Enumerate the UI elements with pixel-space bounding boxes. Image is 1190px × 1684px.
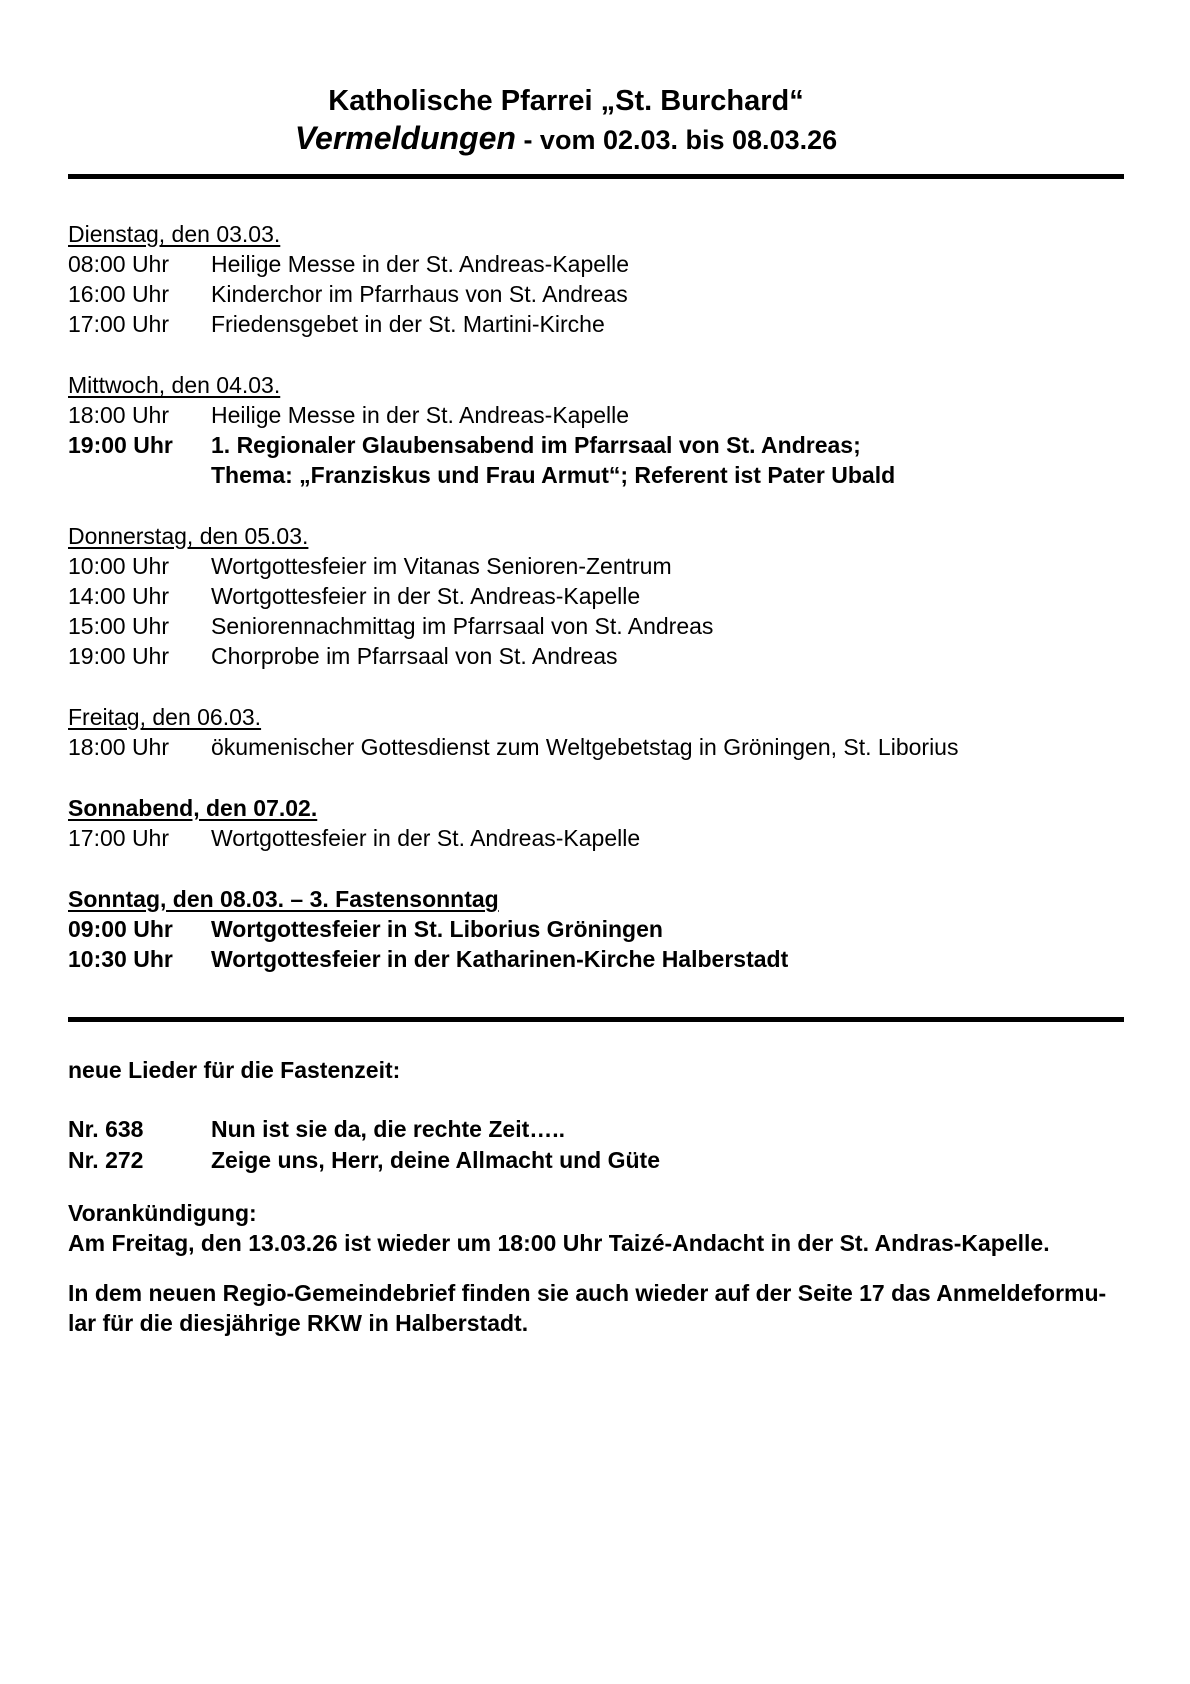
event-desc: ökumenischer Gottesdienst zum Weltgebetstag in Gröningen, St. Liborius xyxy=(211,734,959,760)
event-desc: Friedensgebet in der St. Martini-Kirche xyxy=(211,311,605,337)
event-time: 08:00 Uhr xyxy=(68,251,170,277)
bulletin-header xyxy=(68,84,1124,179)
day-heading: Sonntag, den 08.03. – 3. Fastensonntag xyxy=(68,886,499,912)
songs-intro: neue Lieder für die Fastenzeit: xyxy=(68,1057,401,1083)
song-row xyxy=(68,1145,1124,1176)
subtitle-date-range: - vom 02.03. bis 08.03.26 xyxy=(515,125,838,155)
event-row xyxy=(68,914,1124,944)
event-row xyxy=(68,641,1124,671)
event-row xyxy=(68,611,1124,641)
event-time: 18:00 Uhr xyxy=(68,402,170,428)
announcement-taize: Am Freitag, den 13.03.26 ist wieder um 18:00 Uhr Taizé-Andacht in der St. Andras-Kapelle. xyxy=(68,1230,1050,1256)
event-desc: Heilige Messe in der St. Andreas-Kapelle xyxy=(211,402,630,428)
song-list xyxy=(68,1114,1124,1176)
weekly-schedule xyxy=(68,219,1124,974)
day-section-donnerstag xyxy=(68,521,1124,671)
event-time: 10:30 Uhr xyxy=(68,946,173,972)
event-desc: Heilige Messe in der St. Andreas-Kapelle xyxy=(211,251,630,277)
event-row xyxy=(68,309,1124,339)
event-desc: Kinderchor im Pfarrhaus von St. Andreas xyxy=(211,281,628,307)
event-time: 19:00 Uhr xyxy=(68,432,173,458)
event-row xyxy=(68,551,1124,581)
event-desc: Wortgottesfeier im Vitanas Senioren-Zentrum xyxy=(211,553,672,579)
day-heading: Freitag, den 06.03. xyxy=(68,704,262,730)
event-desc: Seniorennachmittag im Pfarrsaal von St. Andreas xyxy=(211,613,714,639)
day-heading: Sonnabend, den 07.02. xyxy=(68,795,318,821)
announcements-section xyxy=(68,1198,1124,1338)
schedule-end-divider-rule xyxy=(68,1017,1124,1022)
event-row xyxy=(68,430,1124,460)
page-subtitle xyxy=(68,118,1064,165)
event-row xyxy=(68,732,1124,762)
event-time-empty xyxy=(68,460,211,490)
event-row xyxy=(68,400,1124,430)
event-time: 10:00 Uhr xyxy=(68,553,170,579)
event-desc: 1. Regionaler Glaubensabend im Pfarrsaal von St. Andreas; xyxy=(211,432,861,458)
event-desc: Chorprobe im Pfarrsaal von St. Andreas xyxy=(211,643,618,669)
day-heading: Donnerstag, den 05.03. xyxy=(68,523,309,549)
event-time: 17:00 Uhr xyxy=(68,825,170,851)
header-divider-rule xyxy=(68,174,1124,179)
event-row-continuation xyxy=(68,460,1124,490)
announcement-rkw-line1: In dem neuen Regio-Gemeindebrief finden sie auch wieder auf der Seite 17 das Anmeldeformu- xyxy=(68,1280,1107,1306)
event-time: 14:00 Uhr xyxy=(68,583,170,609)
day-section-freitag xyxy=(68,702,1124,762)
event-row xyxy=(68,279,1124,309)
event-row xyxy=(68,581,1124,611)
song-row xyxy=(68,1114,1124,1145)
day-heading: Mittwoch, den 04.03. xyxy=(68,372,281,398)
song-title: Nun ist sie da, die rechte Zeit….. xyxy=(211,1116,566,1142)
event-desc: Wortgottesfeier in der St. Andreas-Kapelle xyxy=(211,583,641,609)
day-section-dienstag xyxy=(68,219,1124,339)
page-title: Katholische Pfarrei „St. Burchard“ xyxy=(328,85,804,117)
announcement-rkw-line2: lar für die diesjährige RKW in Halberstadt. xyxy=(68,1310,529,1336)
announcement-rkw xyxy=(68,1278,1124,1338)
event-row xyxy=(68,249,1124,279)
day-section-mittwoch xyxy=(68,370,1124,490)
event-time: 17:00 Uhr xyxy=(68,311,170,337)
songs-section xyxy=(68,1055,1124,1176)
song-number: Nr. 272 xyxy=(68,1147,144,1173)
event-desc: Wortgottesfeier in der Katharinen-Kirche Halberstadt xyxy=(211,946,789,972)
event-row xyxy=(68,944,1124,974)
event-desc: Thema: „Franziskus und Frau Armut“; Referent ist Pater Ubald xyxy=(211,462,896,488)
subtitle-word-vermeldungen: Vermeldungen xyxy=(294,120,516,156)
event-row xyxy=(68,823,1124,853)
event-desc: Wortgottesfeier in der St. Andreas-Kapelle xyxy=(211,825,641,851)
day-section-sonnabend xyxy=(68,793,1124,853)
announcement-heading: Vorankündigung: xyxy=(68,1200,257,1226)
day-heading: Dienstag, den 03.03. xyxy=(68,221,281,247)
song-title: Zeige uns, Herr, deine Allmacht und Güte xyxy=(211,1147,661,1173)
event-time: 15:00 Uhr xyxy=(68,613,170,639)
event-time: 16:00 Uhr xyxy=(68,281,170,307)
day-section-sonntag xyxy=(68,884,1124,974)
event-time: 09:00 Uhr xyxy=(68,916,173,942)
event-time: 18:00 Uhr xyxy=(68,734,170,760)
song-number: Nr. 638 xyxy=(68,1116,144,1142)
event-desc: Wortgottesfeier in St. Liborius Gröningen xyxy=(211,916,663,942)
event-time: 19:00 Uhr xyxy=(68,643,170,669)
